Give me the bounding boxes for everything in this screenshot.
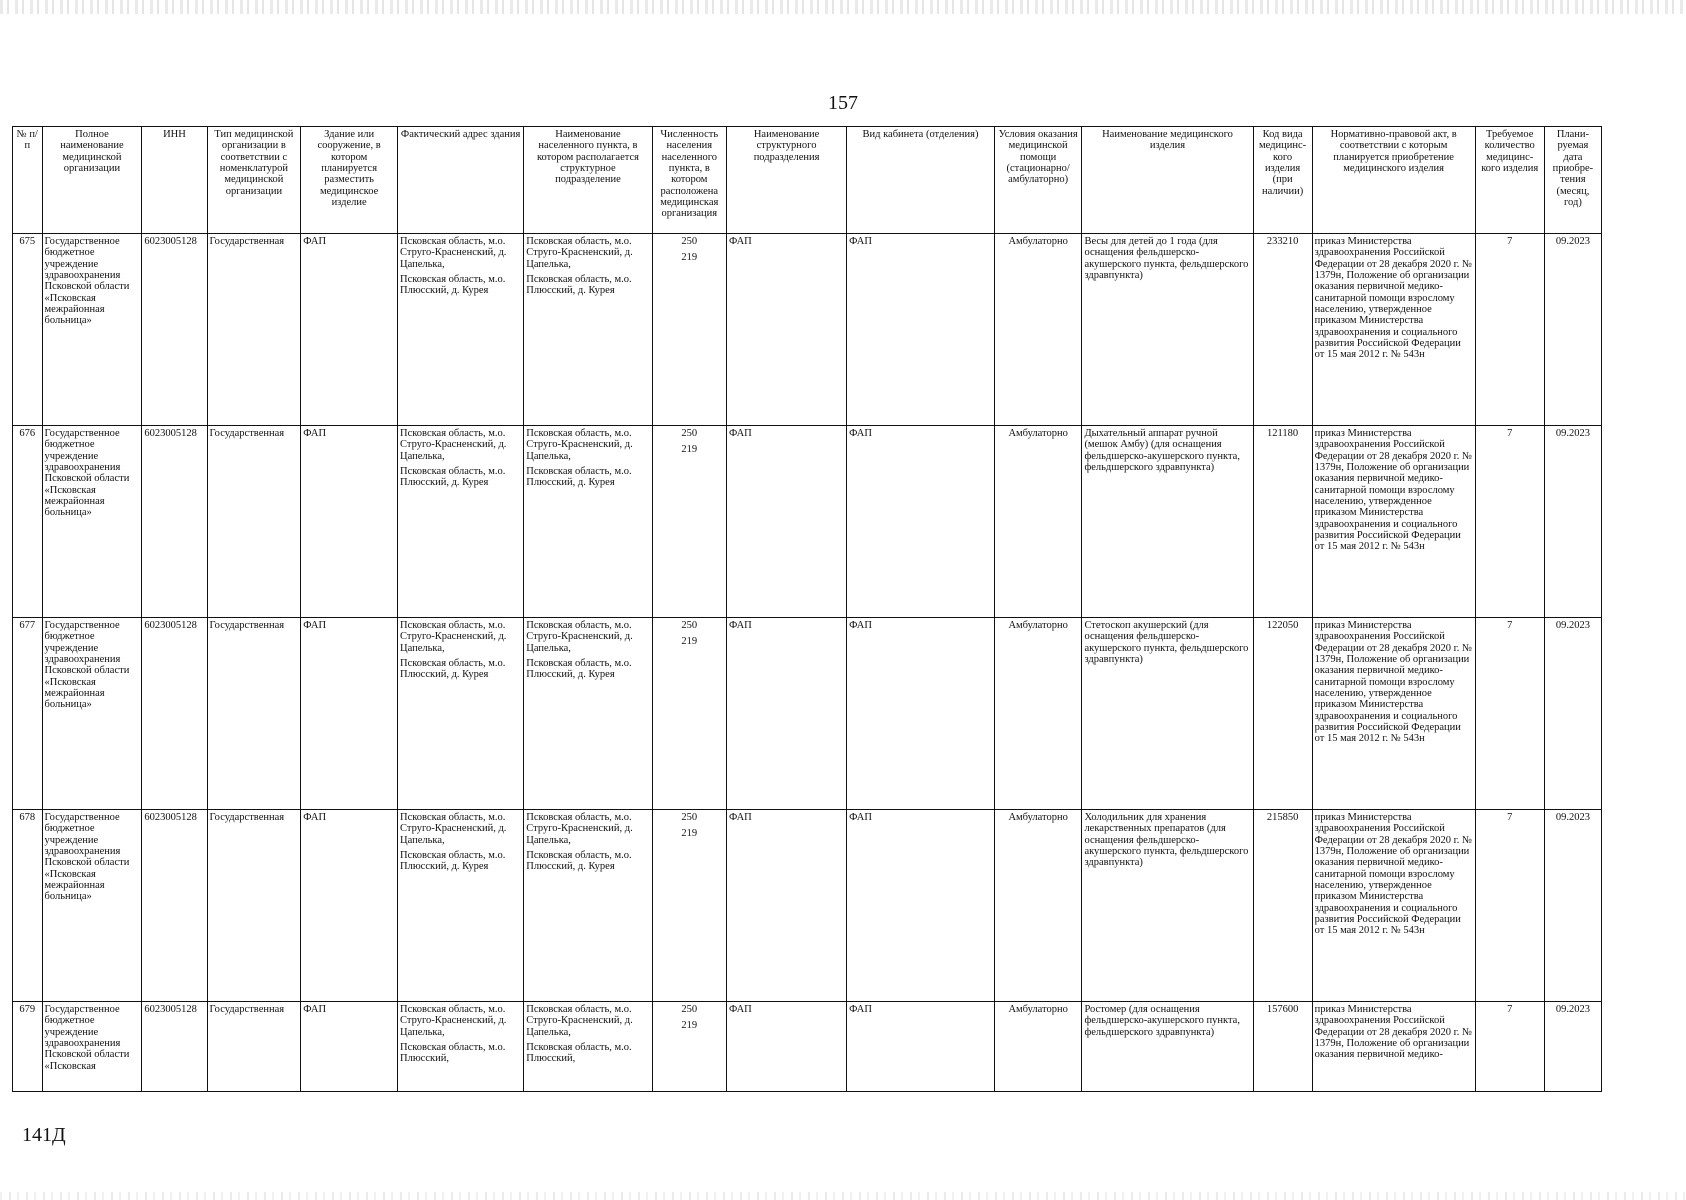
building-address bbox=[398, 810, 524, 1002]
address-line: Псковская область, м.о. Плюсский, bbox=[400, 1041, 506, 1065]
device-code: 215850 bbox=[1253, 810, 1312, 1002]
header-cell: Код вида медицинс-кого изделия (при наличии) bbox=[1253, 127, 1312, 234]
care-conditions: Амбулаторно bbox=[994, 618, 1082, 810]
settlement-line: Псковская область, м.о. Плюсский, д. Курея bbox=[526, 465, 632, 489]
population bbox=[652, 426, 726, 618]
settlement-line: Псковская область, м.о. Плюсский, bbox=[526, 1041, 632, 1065]
building: ФАП bbox=[301, 810, 398, 1002]
cabinet-type: ФАП bbox=[847, 1002, 995, 1092]
settlement-line: Псковская область, м.о. Струго-Красненский, д. Цапелька, bbox=[526, 428, 633, 462]
device-name: Ростомер (для оснащения фельдшерско-акушерского пункта, фельдшерского здравпункта) bbox=[1082, 1002, 1253, 1092]
settlement-line: Псковская область, м.о. Плюсский, д. Курея bbox=[526, 849, 632, 873]
quantity: 7 bbox=[1475, 618, 1544, 810]
organization-name: Государственное бюджетное учреждение здравоохранения Псковской области «Псковская межрайонная больница» bbox=[42, 618, 142, 810]
population bbox=[652, 234, 726, 426]
header-cell: Фактический адрес здания bbox=[398, 127, 524, 234]
table-row bbox=[13, 1002, 1602, 1092]
legal-act: приказ Министерства здравоохранения Российской Федерации от 28 декабря 2020 г. № 1379н, Положение об организации оказания первичной медико-санитарной помощи взрослому населению, утвержденное приказом Министерства здравоохранения и социального развития Российской Федерации от 15 мая 2012 г. № 543н bbox=[1312, 234, 1475, 426]
organization-type: Государственная bbox=[207, 426, 301, 618]
device-name: Холодильник для хранения лекарственных препаратов (для оснащения фельдшерско-акушерского пункта, фельдшерского здравпункта) bbox=[1082, 810, 1253, 1002]
population-value: 250 bbox=[681, 812, 698, 823]
address-line: Псковская область, м.о. Струго-Красненский, д. Цапелька, bbox=[400, 236, 507, 270]
settlement-name bbox=[524, 1002, 652, 1092]
building: ФАП bbox=[301, 618, 398, 810]
legal-act: приказ Министерства здравоохранения Российской Федерации от 28 декабря 2020 г. № 1379н, Положение об организации оказания первичной медико-санитарной помощи взрослому населению, утвержденное приказом Министерства здравоохранения и социального развития Российской Федерации от 15 мая 2012 г. № 543н bbox=[1312, 618, 1475, 810]
quantity: 7 bbox=[1475, 1002, 1544, 1092]
population-value: 250 bbox=[681, 620, 698, 631]
population-value: 250 bbox=[681, 236, 698, 247]
header-cell: Численность населения населенного пункта, в котором расположена медицинская организация bbox=[652, 127, 726, 234]
settlement-line: Псковская область, м.о. Струго-Красненский, д. Цапелька, bbox=[526, 812, 633, 846]
address-line: Псковская область, м.о. Плюсский, д. Курея bbox=[400, 657, 506, 681]
organization-name: Государственное бюджетное учреждение здравоохранения Псковской области «Псковская межрайонная больница» bbox=[42, 426, 142, 618]
header-cell: Условия оказания медицинской помощи (стационарно/ амбулаторно) bbox=[994, 127, 1082, 234]
header-cell: Тип медицинской организации в соответствии с номенклатурой медицинской организации bbox=[207, 127, 301, 234]
population bbox=[652, 1002, 726, 1092]
population-value: 250 bbox=[681, 428, 698, 439]
inn: 6023005128 bbox=[142, 426, 207, 618]
care-conditions: Амбулаторно bbox=[994, 1002, 1082, 1092]
device-code: 233210 bbox=[1253, 234, 1312, 426]
settlement-name bbox=[524, 234, 652, 426]
building-address bbox=[398, 234, 524, 426]
header-cell: Здание или сооружение, в котором планируется разместить медицинское изделие bbox=[301, 127, 398, 234]
address-line: Псковская область, м.о. Струго-Красненский, д. Цапелька, bbox=[400, 1004, 507, 1038]
population-value: 219 bbox=[681, 252, 698, 264]
quantity: 7 bbox=[1475, 234, 1544, 426]
structural-unit: ФАП bbox=[726, 426, 846, 618]
row-number: 677 bbox=[13, 618, 43, 810]
document-code: 141Д bbox=[22, 1124, 66, 1146]
header-cell: Плани-руемая дата приобре-тения (месяц, год) bbox=[1544, 127, 1601, 234]
row-number: 678 bbox=[13, 810, 43, 1002]
inn: 6023005128 bbox=[142, 1002, 207, 1092]
care-conditions: Амбулаторно bbox=[994, 810, 1082, 1002]
row-number: 679 bbox=[13, 1002, 43, 1092]
building: ФАП bbox=[301, 1002, 398, 1092]
device-code: 122050 bbox=[1253, 618, 1312, 810]
legal-act: приказ Министерства здравоохранения Российской Федерации от 28 декабря 2020 г. № 1379н, Положение об организации оказания первичной медико-санитарной помощи взрослому населению, утвержденное приказом Министерства здравоохранения и социального развития Российской Федерации от 15 мая 2012 г. № 543н bbox=[1312, 426, 1475, 618]
table-row bbox=[13, 426, 1602, 618]
building: ФАП bbox=[301, 426, 398, 618]
legal-act: приказ Министерства здравоохранения Российской Федерации от 28 декабря 2020 г. № 1379н, Положение об организации оказания первичной медико- bbox=[1312, 1002, 1475, 1092]
care-conditions: Амбулаторно bbox=[994, 234, 1082, 426]
settlement-line: Псковская область, м.о. Плюсский, д. Курея bbox=[526, 657, 632, 681]
header-cell: Вид кабинета (отделения) bbox=[847, 127, 995, 234]
address-line: Псковская область, м.о. Струго-Красненский, д. Цапелька, bbox=[400, 428, 507, 462]
building-address bbox=[398, 1002, 524, 1092]
settlement-name bbox=[524, 810, 652, 1002]
planned-date: 09.2023 bbox=[1544, 1002, 1601, 1092]
table-header-row bbox=[13, 127, 1602, 234]
header-cell: № п/п bbox=[13, 127, 43, 234]
organization-type: Государственная bbox=[207, 234, 301, 426]
building-address bbox=[398, 618, 524, 810]
quantity: 7 bbox=[1475, 426, 1544, 618]
equipment-register-table bbox=[12, 126, 1602, 1092]
structural-unit: ФАП bbox=[726, 1002, 846, 1092]
population-value: 219 bbox=[681, 1020, 698, 1032]
population-value: 219 bbox=[681, 444, 698, 456]
address-line: Псковская область, м.о. Плюсский, д. Курея bbox=[400, 849, 506, 873]
cabinet-type: ФАП bbox=[847, 618, 995, 810]
device-name: Стетоскоп акушерский (для оснащения фельдшерско-акушерского пункта, фельдшерского здравпункта) bbox=[1082, 618, 1253, 810]
settlement-line: Псковская область, м.о. Струго-Красненский, д. Цапелька, bbox=[526, 236, 633, 270]
settlement-name bbox=[524, 426, 652, 618]
planned-date: 09.2023 bbox=[1544, 810, 1601, 1002]
building: ФАП bbox=[301, 234, 398, 426]
table-row bbox=[13, 234, 1602, 426]
organization-name: Государственное бюджетное учреждение здравоохранения Псковской области «Псковская межрайонная больница» bbox=[42, 234, 142, 426]
organization-name: Государственное бюджетное учреждение здравоохранения Псковской области «Псковская bbox=[42, 1002, 142, 1092]
scan-noise-top bbox=[0, 0, 1686, 14]
address-line: Псковская область, м.о. Струго-Красненский, д. Цапелька, bbox=[400, 620, 507, 654]
settlement-line: Псковская область, м.о. Струго-Красненский, д. Цапелька, bbox=[526, 1004, 633, 1038]
scan-noise-bottom bbox=[0, 1192, 1686, 1200]
device-name: Дыхательный аппарат ручной (мешок Амбу) (для оснащения фельдшерско-акушерского пункта, фельдшерского здравпункта) bbox=[1082, 426, 1253, 618]
header-cell: Наименование населенного пункта, в котором располагается структурное подразделение bbox=[524, 127, 652, 234]
inn: 6023005128 bbox=[142, 810, 207, 1002]
population-value: 219 bbox=[681, 828, 698, 840]
structural-unit: ФАП bbox=[726, 810, 846, 1002]
planned-date: 09.2023 bbox=[1544, 618, 1601, 810]
settlement-line: Псковская область, м.о. Плюсский, д. Курея bbox=[526, 273, 632, 297]
structural-unit: ФАП bbox=[726, 618, 846, 810]
page-number: 157 bbox=[828, 92, 858, 114]
inn: 6023005128 bbox=[142, 618, 207, 810]
header-cell: ИНН bbox=[142, 127, 207, 234]
table-row bbox=[13, 618, 1602, 810]
structural-unit: ФАП bbox=[726, 234, 846, 426]
device-code: 157600 bbox=[1253, 1002, 1312, 1092]
population bbox=[652, 618, 726, 810]
row-number: 676 bbox=[13, 426, 43, 618]
cabinet-type: ФАП bbox=[847, 234, 995, 426]
quantity: 7 bbox=[1475, 810, 1544, 1002]
address-line: Псковская область, м.о. Плюсский, д. Курея bbox=[400, 273, 506, 297]
cabinet-type: ФАП bbox=[847, 426, 995, 618]
population-value: 250 bbox=[681, 1004, 698, 1015]
planned-date: 09.2023 bbox=[1544, 426, 1601, 618]
table-row bbox=[13, 810, 1602, 1002]
header-cell: Наименование медицинского изделия bbox=[1082, 127, 1253, 234]
settlement-name bbox=[524, 618, 652, 810]
address-line: Псковская область, м.о. Плюсский, д. Курея bbox=[400, 465, 506, 489]
population-value: 219 bbox=[681, 636, 698, 648]
header-cell: Наименование структурного подразделения bbox=[726, 127, 846, 234]
organization-type: Государственная bbox=[207, 618, 301, 810]
device-name: Весы для детей до 1 года (для оснащения фельдшерско-акушерского пункта, фельдшерского здравпункта) bbox=[1082, 234, 1253, 426]
organization-type: Государственная bbox=[207, 1002, 301, 1092]
inn: 6023005128 bbox=[142, 234, 207, 426]
legal-act: приказ Министерства здравоохранения Российской Федерации от 28 декабря 2020 г. № 1379н, Положение об организации оказания первичной медико-санитарной помощи взрослому населению, утвержденное приказом Министерства здравоохранения и социального развития Российской Федерации от 15 мая 2012 г. № 543н bbox=[1312, 810, 1475, 1002]
header-cell: Требуемое количество медицинс-кого изделия bbox=[1475, 127, 1544, 234]
header-cell: Полное наименование медицинской организации bbox=[42, 127, 142, 234]
cabinet-type: ФАП bbox=[847, 810, 995, 1002]
settlement-line: Псковская область, м.о. Струго-Красненский, д. Цапелька, bbox=[526, 620, 633, 654]
header-cell: Нормативно-правовой акт, в соответствии с которым планируется приобретение медицинского изделия bbox=[1312, 127, 1475, 234]
organization-name: Государственное бюджетное учреждение здравоохранения Псковской области «Псковская межрайонная больница» bbox=[42, 810, 142, 1002]
row-number: 675 bbox=[13, 234, 43, 426]
planned-date: 09.2023 bbox=[1544, 234, 1601, 426]
building-address bbox=[398, 426, 524, 618]
address-line: Псковская область, м.о. Струго-Красненский, д. Цапелька, bbox=[400, 812, 507, 846]
organization-type: Государственная bbox=[207, 810, 301, 1002]
device-code: 121180 bbox=[1253, 426, 1312, 618]
care-conditions: Амбулаторно bbox=[994, 426, 1082, 618]
population bbox=[652, 810, 726, 1002]
